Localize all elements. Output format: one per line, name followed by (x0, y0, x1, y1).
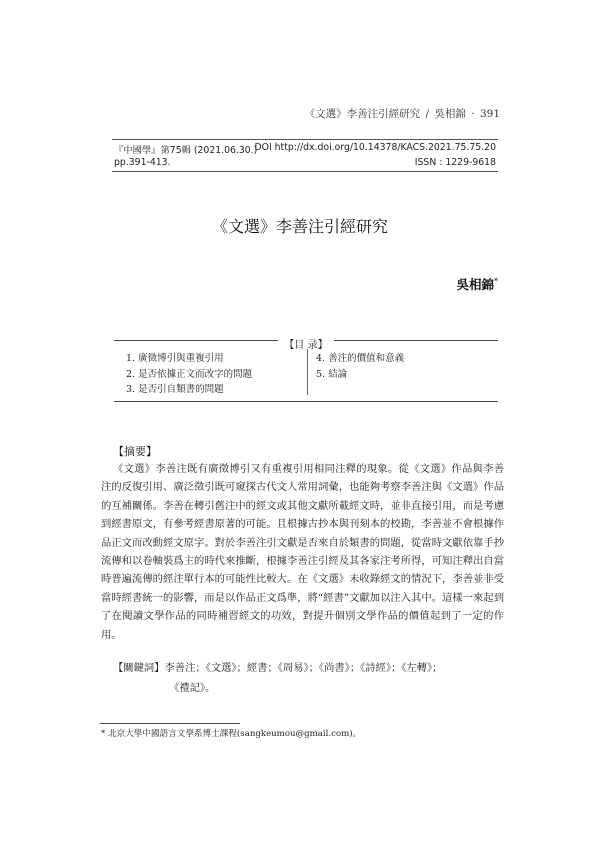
toc-item: 5. 結論 (316, 368, 348, 380)
running-head-title: 《文選》李善注引經研究 (304, 108, 421, 120)
abstract-body: 《文選》李善注既有廣徵博引又有重複引用相同注釋的現象。從《文選》作品與李善注的反復引用、廣泛徵引既可窺探古代文人常用詞彙，也能夠考察李善注與《文選》作品的互補關係。李善在轉引舊注中的經文或其他文獻所載經文時，並非直接引用，而是考慮到經書原文，有參考經書原著的可能。且根據古抄本與刊刻本的校勘，李善並不會根據作品正文而改動經文原字。對於李善注引文獻是否來自於類書的問題，從當時文獻依靠手抄流傳和以卷軸裝爲主的時代來推斷，根據李善注引經及其各家注考所得，可知注釋出自當時普遍流傳的經注單行本的可能性比較大。在《文選》未收錄經文的情況下，李善並非受當時經書統一的影響，而是以作品正文爲準，將“經書”文獻加以注入其中。這樣一來起到了在閱讀文學作品的同時補習經文的功效，對提升個別文學作品的價值起到了一定的作用。 (101, 463, 504, 641)
toc-item: 3. 是否引自類書的問題 (126, 384, 224, 395)
running-head-dot: · (471, 108, 475, 120)
author-name (456, 275, 498, 293)
abstract-heading: 【摘要】 (113, 445, 157, 458)
toc-item: 2. 是否依據正文而改字的問題 (126, 368, 253, 380)
table-of-contents (114, 340, 498, 402)
toc-divider (307, 349, 308, 395)
keywords (113, 658, 503, 698)
toc-label: 【目 录】 (278, 340, 333, 351)
keywords-line-2: 《禮記》。 (169, 682, 216, 694)
toc-item: 4. 善注的價值和意義 (316, 353, 405, 364)
author-footnote-mark: * (494, 277, 498, 286)
footnote-rule (100, 723, 240, 724)
page-range: pp.391-413. (114, 157, 171, 168)
running-head (303, 106, 500, 121)
toc-item: 1. 廣徵博引與重複引用 (126, 353, 224, 364)
author-name-text: 吳相錦 (456, 277, 494, 292)
citation-box (112, 139, 498, 172)
footnote: * 北京大學中國語言文學系博士課程(sangkeumou@gmail.com)。 (101, 729, 362, 739)
running-head-author: 吳相錦 (434, 108, 466, 120)
page-number: 391 (479, 108, 500, 120)
paper-title: 《文選》李善注引經研究 (211, 217, 388, 236)
doi-link[interactable]: DOI http://dx.doi.org/10.14378/KACS.2021.75.75.20 (254, 142, 496, 153)
toc-right-column (316, 351, 404, 382)
toc-left-column (126, 351, 252, 398)
keywords-label: 【關鍵詞】 (113, 662, 165, 674)
keywords-line-1: 李善注；《文選》；經書；《周易》；《尚書》；《詩經》；《左轉》； (164, 662, 443, 674)
journal-info: 『中國學』第75輯 (2021.06.30.) (114, 145, 258, 156)
running-head-separator: / (425, 108, 430, 120)
issn: ISSN : 1229-9618 (414, 157, 496, 168)
